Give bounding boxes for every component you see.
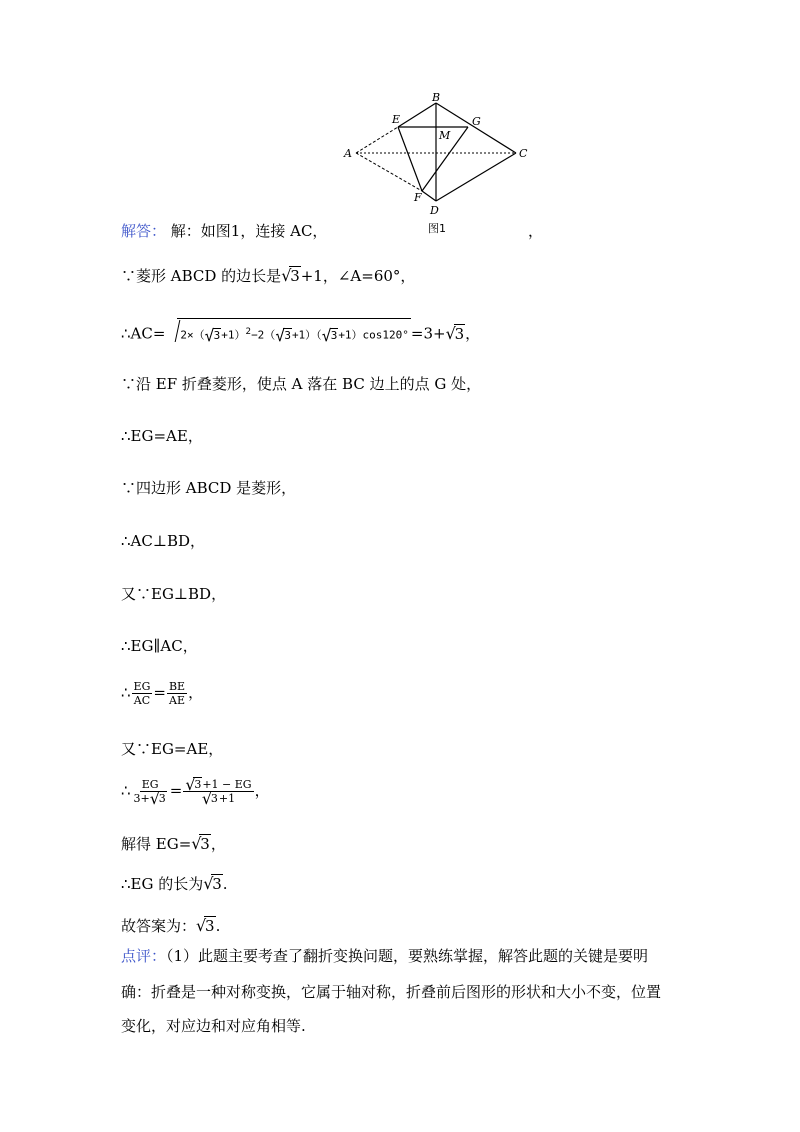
line-eg-ae: ∴EG=AE， [121, 427, 203, 445]
text: ∵菱形 ABCD 的边长是 [121, 267, 282, 285]
answer-tail: ， [528, 222, 544, 240]
text: −2（ [251, 328, 276, 342]
denominator: AE [169, 694, 185, 707]
sqrt-expr [322, 325, 339, 347]
radicand: 3 [213, 328, 221, 342]
radicand: 3 [290, 267, 300, 285]
line-ac-formula [121, 318, 480, 347]
label-E: E [392, 113, 401, 126]
text: ∴ [121, 781, 131, 800]
text: . [215, 917, 221, 935]
sqrt-expr [275, 325, 292, 347]
fraction [183, 778, 253, 805]
fraction [167, 680, 187, 707]
radicand: 3 [158, 792, 166, 805]
label-G: G [472, 115, 481, 128]
text: ∴ [121, 683, 131, 702]
line-ac-perp-bd: ∴AC⊥BD， [121, 532, 206, 550]
text: =3+ [410, 324, 446, 343]
line-eg-parallel-ac: ∴EG∥AC， [121, 637, 198, 655]
big-sqrt [165, 318, 411, 347]
numerator: EG [141, 778, 159, 791]
denominator: AC [133, 694, 151, 707]
line-eg-length [121, 873, 228, 895]
label-F: F [414, 191, 422, 204]
denominator [132, 792, 169, 805]
line-fold: ∵沿 EF 折叠菱形，使点 A 落在 BC 边上的点 G 处， [121, 375, 482, 393]
text: +1）（ [291, 328, 322, 342]
radicand: 3 [212, 875, 222, 893]
text: 故答案为： [121, 917, 197, 935]
exponent: 2 [245, 326, 252, 337]
answer-text: 解：如图1，连接 AC， [170, 222, 328, 240]
fold-EF [398, 127, 422, 191]
numerator [183, 778, 253, 792]
sqrt-expr [150, 792, 167, 805]
rhombus-diagram [342, 93, 532, 238]
edge-FD [422, 191, 436, 201]
edge-EB [398, 103, 436, 127]
label-A: A [344, 147, 352, 160]
comment-line-3: 变化，对应边和对应角相等. [121, 1017, 306, 1035]
text: +1）cos120° [338, 328, 409, 342]
line-eg-perp-bd: 又∵EG⊥BD， [121, 585, 227, 603]
radicand: 3 [284, 328, 291, 342]
text: （1）此题主要考查了翻折变换问题，要熟练掌握，解答此题的关键是要明 [166, 947, 649, 965]
answer-line [121, 220, 327, 242]
answer-label: 解答： [121, 222, 167, 240]
label-D: D [430, 204, 439, 217]
radicand: 3 [205, 917, 215, 935]
text: 解得 EG= [121, 835, 192, 853]
text: +1 [218, 792, 236, 805]
sqrt-expr [202, 792, 219, 805]
line-eg-ae-again: 又∵EG=AE， [121, 740, 224, 758]
numerator: BE [168, 680, 186, 693]
radicand: 3 [200, 835, 210, 853]
radicand: 3 [454, 324, 465, 343]
text: ， [465, 324, 481, 343]
line-solve [121, 833, 226, 855]
sqrt-expr [185, 778, 202, 791]
fraction [132, 680, 153, 707]
text: = [153, 683, 166, 702]
text: ， [188, 683, 204, 702]
denominator [200, 792, 237, 805]
comment-label: 点评： [121, 947, 167, 965]
figure-caption: 图1 [428, 222, 446, 235]
comment-line-2: 确：折叠是一种对称变换，它属于轴对称，折叠前后图形的形状和大小不变，位置 [121, 983, 662, 1001]
sqrt-expr [196, 915, 216, 937]
sqrt-expr [191, 833, 211, 855]
radicand: 3 [194, 778, 202, 791]
geometry-figure [342, 93, 532, 238]
text: ∴EG 的长为 [121, 875, 204, 893]
sqrt-expr [203, 873, 223, 895]
dashed-AF [356, 153, 422, 191]
numerator: EG [133, 680, 151, 693]
line-equation [121, 778, 270, 805]
sqrt-expr [205, 325, 222, 347]
text: 2×（ [180, 328, 205, 342]
line-final-answer [121, 915, 220, 937]
text: . [222, 875, 228, 893]
text: +1） [221, 328, 246, 342]
comment-line-1 [121, 945, 648, 967]
text: ， [210, 835, 226, 853]
radicand: 3 [210, 792, 218, 805]
text: ， [254, 781, 270, 800]
edge-CD [436, 153, 516, 201]
text: 3+ [133, 792, 150, 805]
label-M: M [439, 129, 451, 142]
text: +1，∠A=60°， [300, 267, 416, 285]
line-side-length [121, 265, 415, 287]
text: +1 − EG [202, 778, 252, 791]
label-C: C [519, 147, 528, 160]
text: ∴AC= [121, 324, 166, 343]
edge-BC [436, 103, 516, 153]
radicand: 3 [330, 328, 338, 342]
text: = [169, 781, 183, 800]
line-rhombus: ∵四边形 ABCD 是菱形， [121, 479, 297, 497]
label-B: B [432, 91, 441, 104]
dashed-AE [356, 127, 398, 153]
sqrt-expr [446, 323, 466, 345]
line-ratio [121, 680, 203, 707]
sqrt-expr [281, 265, 301, 287]
fraction [132, 778, 169, 805]
